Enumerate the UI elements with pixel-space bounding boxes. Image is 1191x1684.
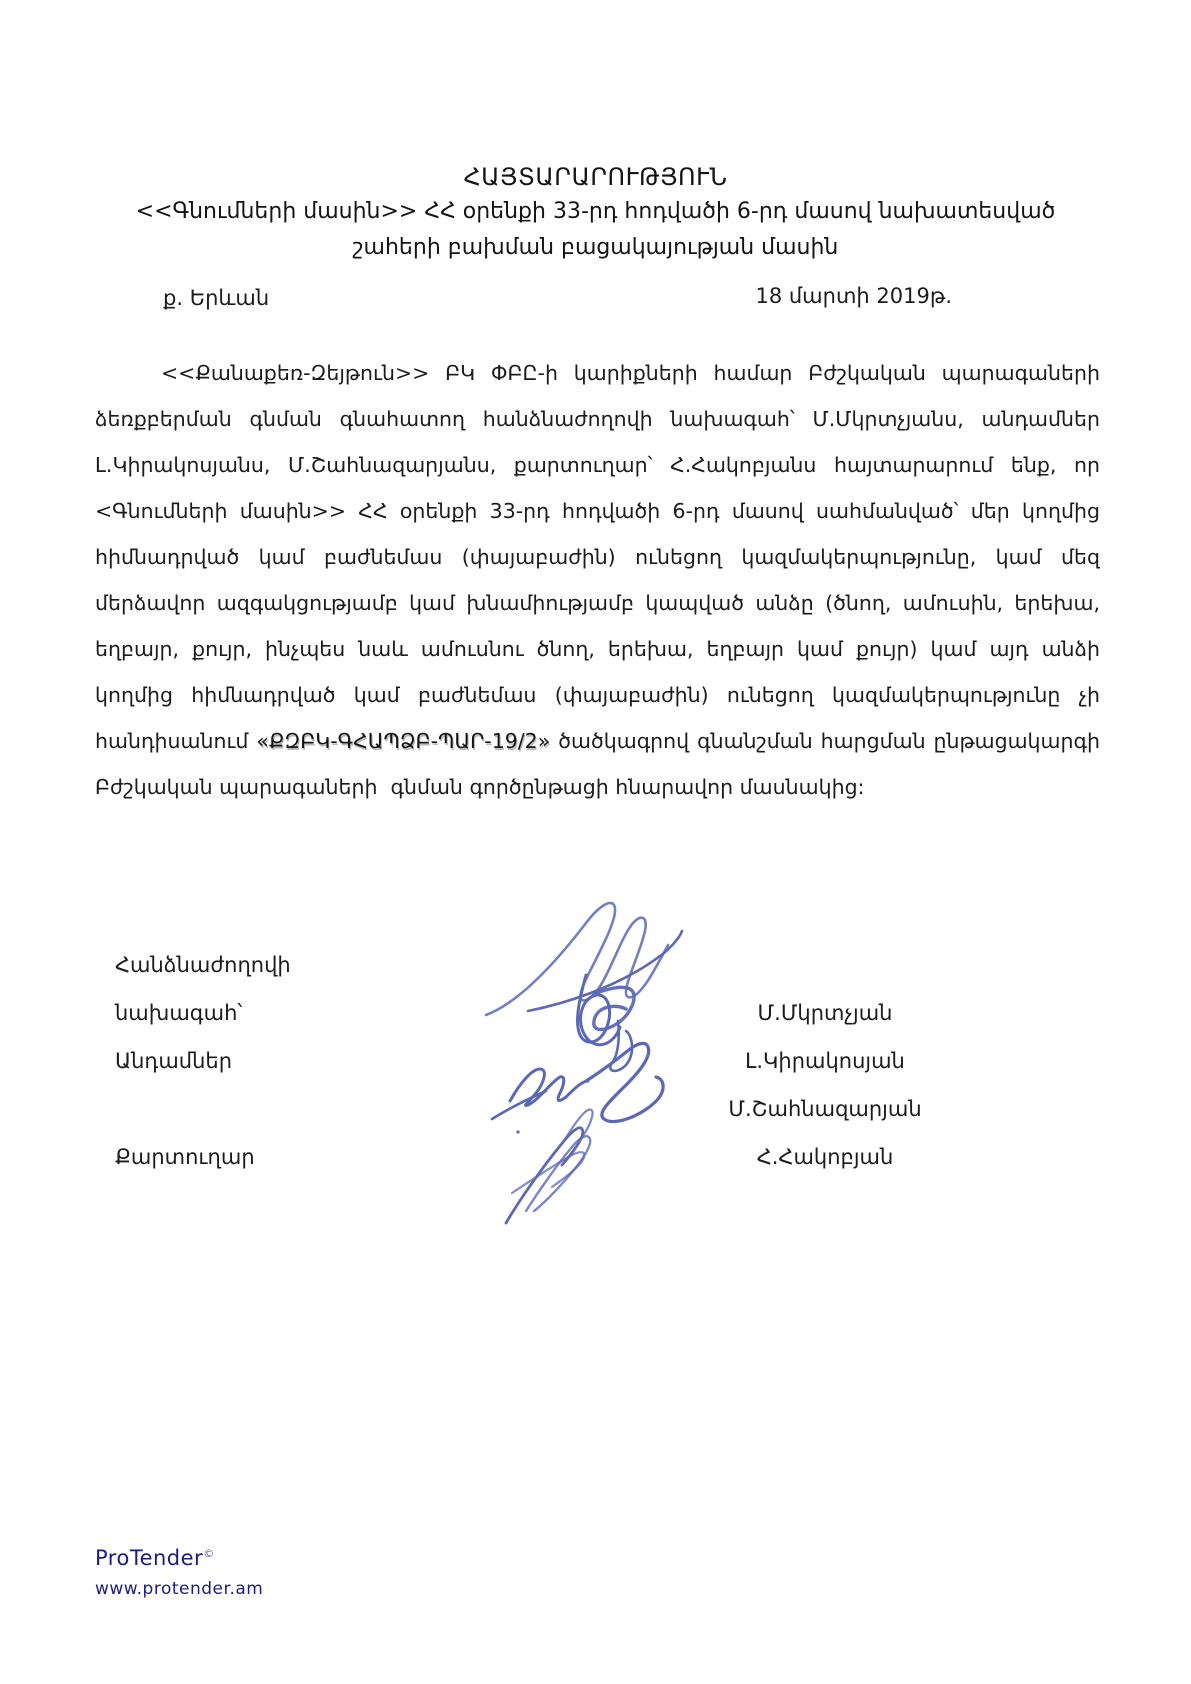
handwritten-signatures <box>468 893 730 1238</box>
title-block <box>0 160 1191 266</box>
body-line: <Գնումների մասին>> ՀՀ օրենքի 33-րդ հոդվածի 6-րդ մասով սահմանված՝ մեր կողմից <box>95 499 1100 523</box>
secretary-name: Հ.Հակոբյան <box>756 1145 894 1169</box>
body-line: ձեռքբերման գնման գնահատող հանձնաժողովի նախագահ՝ Մ.Մկրտչյանս, անդամներ <box>95 407 1100 431</box>
member2-name: Մ.Շահնազարյան <box>728 1097 922 1121</box>
body-last-line: Բժշկական պարագաների գնման գործընթացի հնարավոր մասնակից: <box>95 775 865 799</box>
body-line: կողմից հիմնադրված կամ բաժնեմաս (փայաբաժին) ունեցող կազմակերպությունը չի <box>95 683 1100 707</box>
secretary-label: Քարտուղար <box>115 1145 255 1169</box>
body-line: եղբայր, քույր, ինչպես նաև ամուսնու ծնող, երեխա, եղբայր կամ քույր) կամ այդ անձի <box>95 637 1100 661</box>
protender-website: www.protender.am <box>95 1579 264 1599</box>
protender-logo-text: ProTender <box>95 1546 204 1570</box>
document-subtitle-line1: <<Գնումների մասին>> ՀՀ օրենքի 33-րդ հոդվածի 6-րդ մասով նախատեսված <box>135 199 1056 224</box>
member1-name: Լ.Կիրակոսյան <box>745 1049 905 1073</box>
chair-name: Մ.Մկրտչյան <box>757 1001 893 1025</box>
city-label: ք. Երևան <box>163 286 270 310</box>
code-line-prefix: հանդիսանում <box>95 729 257 753</box>
chair-label: նախագահ՝ <box>115 1001 243 1025</box>
committee-label: Հանձնաժողովի <box>115 953 291 977</box>
meta-row <box>95 284 1100 316</box>
procurement-code: «ՔԶԲԿ-ԳՀԱՊՁԲ-ՊԱՐ-19/2» <box>256 729 551 753</box>
body-line: մերձավոր ազգակցությամբ կամ խնամիությամբ կապված անձը (ծնող, ամուսին, երեխա, <box>95 591 1100 615</box>
body-line: հիմնադրված կամ բաժնեմաս (փայաբաժին) ունեցող կազմակերպությունը, կամ մեզ <box>95 545 1100 569</box>
document-subtitle-line2: շահերի բախման բացակայության մասին <box>352 235 839 260</box>
body-line: <<Քանաքեռ-Զեյթուն>> ԲԿ ՓԲԸ-ի կարիքների համար Բժշկական պարագաների <box>161 361 1100 385</box>
document-title: ՀԱՅՏԱՐԱՐՈՒԹՅՈՒՆ <box>463 163 728 191</box>
copyright-icon: © <box>203 1547 215 1560</box>
body-paragraph <box>95 350 1100 810</box>
body-line: Լ.Կիրակոսյանս, Մ.Շահնազարյանս, քարտուղար՝ Հ.Հակոբյանս հայտարարում ենք, որ <box>95 453 1100 477</box>
code-line-suffix: ծածկագրով գնանշման հարցման ընթացակարգի <box>550 729 1100 753</box>
members-label: Անդամներ <box>115 1049 233 1073</box>
protender-logo <box>95 1548 263 1569</box>
footer <box>95 1548 263 1598</box>
date-label: 18 մարտի 2019թ. <box>755 284 952 308</box>
body-line-with-code <box>95 718 1100 764</box>
